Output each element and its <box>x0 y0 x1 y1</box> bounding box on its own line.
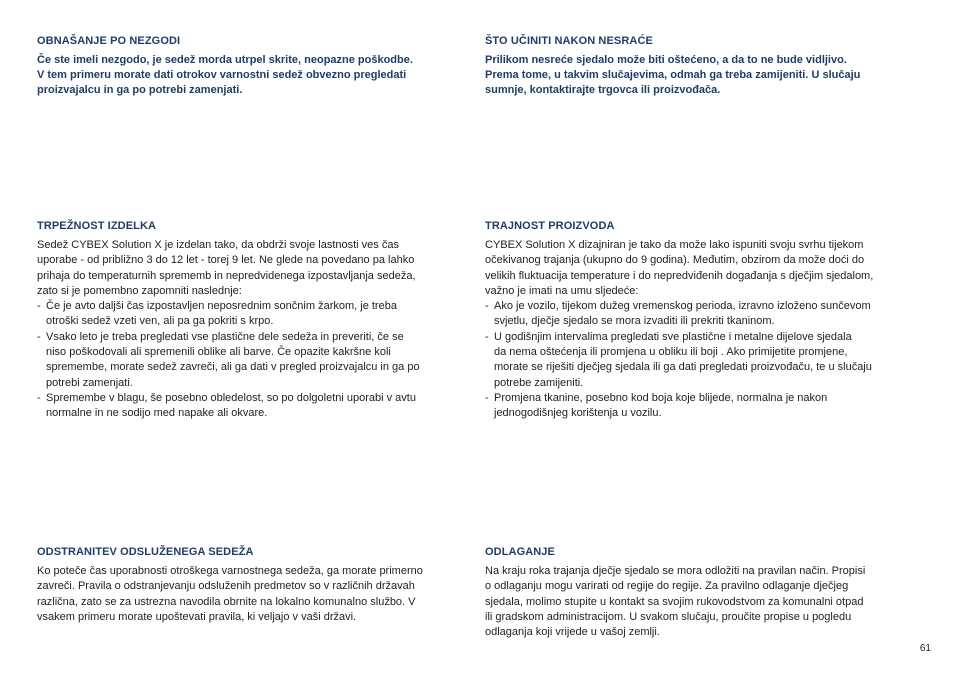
section-disposal-sl <box>37 546 467 625</box>
section-disposal-hr <box>485 546 915 640</box>
list-item: - Vsako leto je treba pregledati vse plastične dele sedeža in preveriti, če se niso poškodovali ali spremenili oblike ali barve. Če opazite kakršne koli spremembe, morate sedež zavreči, ali ga dati v pregled proizvajalcu in ga po potrebi zamenjati. <box>37 330 420 389</box>
section-heading: TRPEŽNOST IZDELKA <box>37 220 157 232</box>
section-heading: OBNAŠANJE PO NEZGODI <box>37 35 181 47</box>
list-item: - Promjena tkanine, posebno kod boja koje blijede, normalna je nakon jednogodišnjeg korištenja u vozilu. <box>485 391 828 420</box>
section-text: Če ste imeli nezgodo, je sedež morda utrpel skrite, neopazne poškodbe. V tem primeru morate dati otrokov varnostni sedež obvezno pregledati proizvajalcu in ga po potrebi zamenjati. <box>37 54 413 96</box>
page-number: 61 <box>919 643 931 654</box>
section-product-durability-sl <box>37 220 467 422</box>
section-accident-behaviour-hr <box>485 35 915 98</box>
list-item: - Ako je vozilo, tijekom dužeg vremenskog perioda, izravno izloženo sunčevom svjetlu, dječje sjedalo se mora izvaditi ili prekriti tkaninom. <box>485 300 871 328</box>
section-heading: ODLAGANJE <box>485 546 555 558</box>
section-accident-behaviour-sl <box>37 35 467 98</box>
section-heading: TRAJNOST PROIZVODA <box>485 220 615 232</box>
bullet-list <box>485 299 915 421</box>
list-item: - Spremembe v blagu, še posebno obledelost, so po dolgoletni uporabi v avtu normalne in ne sodijo med napake ali okvare. <box>37 391 416 420</box>
section-heading: ŠTO UČINITI NAKON NESRAĆE <box>485 35 653 47</box>
section-heading: ODSTRANITEV ODSLUŽENEGA SEDEŽA <box>37 546 254 558</box>
section-text: Sedež CYBEX Solution X je izdelan tako, da obdrži svoje lastnosti ves čas uporabe - od približno 3 do 12 let - torej 9 let. Ne glede na povedano pa lahko prihaja do temperaturnih sprememb in nepredvidenega izpostavljanja sedeža, zato si je pomembno zapomniti naslednje: <box>37 239 416 297</box>
section-product-durability-hr <box>485 220 915 422</box>
list-item: - U godišnjim intervalima pregledati sve plastične i metalne dijelove sjedala da nema oštećenja ili promjena u obliku ili boji . Ako primijetite promjene, morate se riješiti dječjeg sjedala ili ga dati pregledati proizvođaču, te u slučaju potrebe zamijeniti. <box>485 330 872 389</box>
section-text: Na kraju roka trajanja dječje sjedalo se mora odložiti na pravilan način. Propisi o odlaganju mogu varirati od regije do regije. Za pravilno odlaganje dječjeg sjedala, molimo stupite u kontakt sa svojim rukovodstvom za komunalni otpad ili gradskom administracijom. U svakom slučaju, proučite propise u pogledu odlaganja koji vrijede u vašoj zemlji. <box>485 565 866 639</box>
bullet-list <box>37 299 467 421</box>
section-text: Ko poteče čas uporabnosti otroškega varnostnega sedeža, ga morate primerno zavreči. Pravila o odstranjevanju odsluženih predmetov so v različnih državah različna, zato se za ustrezna navodila obrnite na lokalno komunalno službo. V vsakem primeru morate upoštevati pravila, ki veljajo v vaši državi. <box>37 565 423 623</box>
section-text: Prilikom nesreće sjedalo može biti oštećeno, a da to ne bude vidljivo. Prema tome, u takvim slučajevima, odmah ga treba zamijeniti. U slučaju sumnje, kontaktirajte trgovca ili proizvođača. <box>485 54 861 96</box>
list-item: - Če je avto daljši čas izpostavljen neposrednim sončnim žarkom, je treba otroški sedež vzeti ven, ali pa ga pokriti s krpo. <box>37 300 397 328</box>
section-text: CYBEX Solution X dizajniran je tako da može lako ispuniti svoju svrhu tijekom očekivanog trajanja (ukupno do 9 godina). Međutim, obzirom da može doći do velikih fluktuacija temperature i do nepredviđenih događanja s dječjim sjedalom, važno je imati na umu sljedeće: <box>485 239 874 297</box>
